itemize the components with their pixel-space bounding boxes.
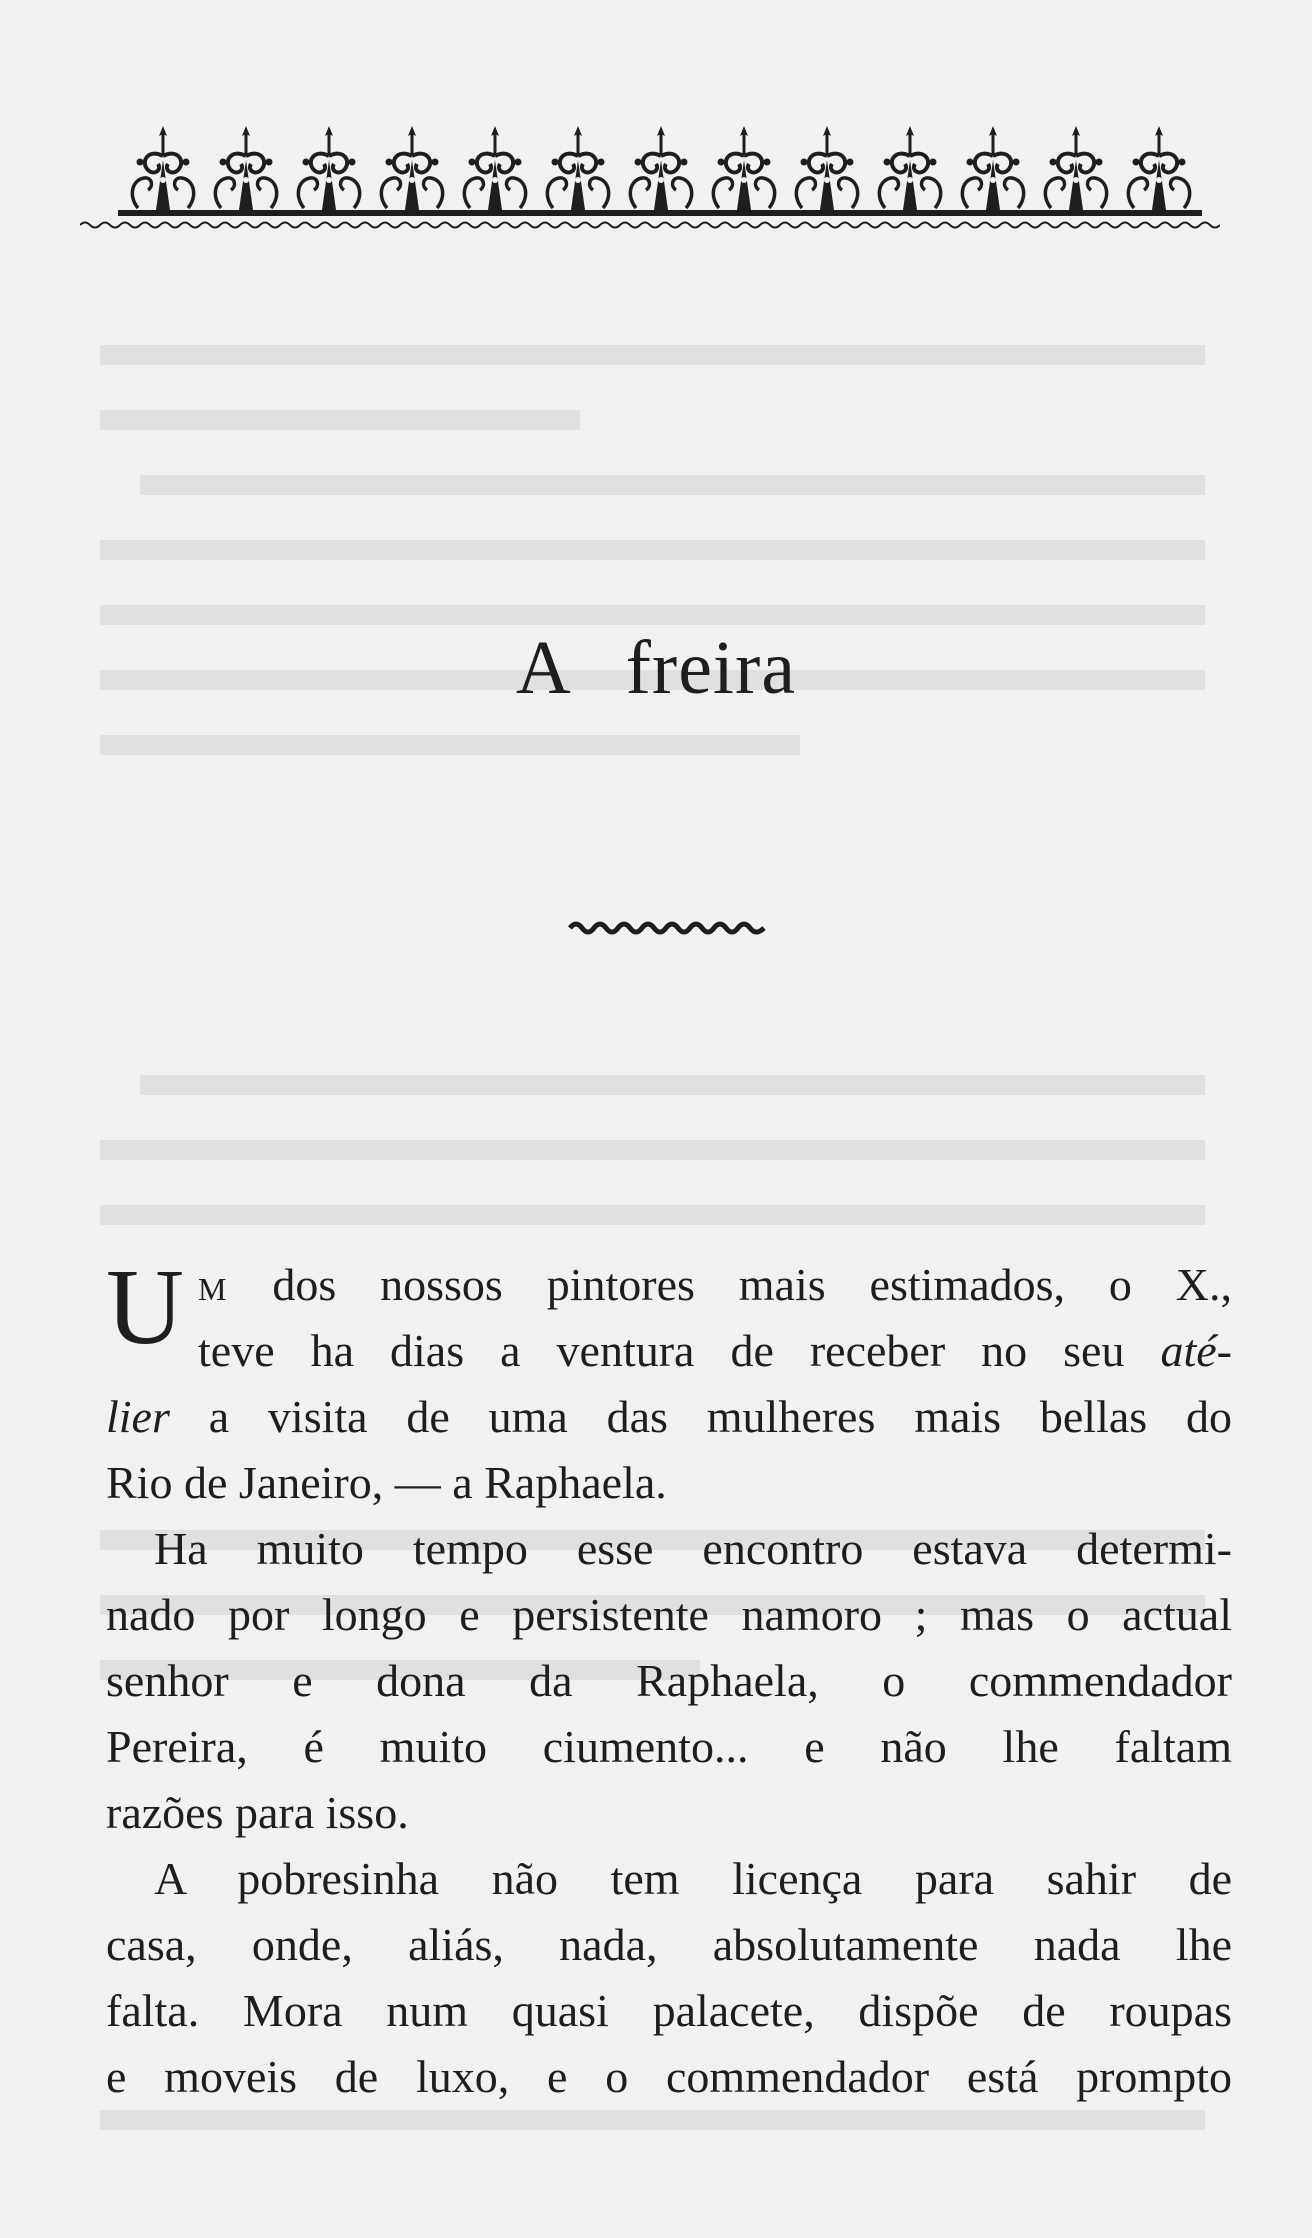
chapter-title: A freira bbox=[515, 626, 797, 710]
paragraph-3-line bbox=[106, 1978, 1232, 2044]
drop-cap: U bbox=[106, 1248, 184, 1367]
text-line: casa, onde, aliás, nada, absolutamente nada lhe bbox=[106, 1919, 1232, 1970]
drop-cap-continuation: m bbox=[198, 1259, 229, 1310]
paragraph-2-line bbox=[106, 1582, 1232, 1648]
text-line: teve ha dias a ventura de receber no seu bbox=[198, 1325, 1161, 1376]
wavy-rule bbox=[80, 220, 1220, 230]
paragraph-2-line bbox=[106, 1714, 1232, 1780]
italic-word: lier bbox=[106, 1391, 170, 1442]
text-line: a visita de uma das mulheres mais bellas do bbox=[169, 1391, 1232, 1442]
text-line: nado por longo e persistente namoro ; mas o actual bbox=[106, 1589, 1232, 1640]
paragraph-2-line bbox=[106, 1648, 1232, 1714]
text-line: senhor e dona da Raphaela, o commendador bbox=[106, 1655, 1232, 1706]
paragraph-3-line bbox=[106, 1912, 1232, 1978]
paragraph-3-line bbox=[106, 2044, 1232, 2110]
paragraph-2-line bbox=[106, 1780, 1232, 1846]
section-divider bbox=[568, 918, 766, 936]
body-text bbox=[106, 1248, 1232, 2110]
text-line: A pobresinha não tem licença para sahir de bbox=[154, 1853, 1232, 1904]
text-line: Pereira, é muito ciumento... e não lhe faltam bbox=[106, 1721, 1232, 1772]
decorative-header-ornament bbox=[118, 118, 1202, 218]
paragraph-3 bbox=[106, 1846, 1232, 1912]
italic-word: até- bbox=[1160, 1325, 1232, 1376]
paragraph-1 bbox=[106, 1248, 1232, 1450]
text-line: dos nossos pintores mais estimados, o X., bbox=[228, 1259, 1232, 1310]
text-line: Ha muito tempo esse encontro estava determi- bbox=[154, 1523, 1232, 1574]
paragraph-2 bbox=[106, 1516, 1232, 1582]
text-line: razões para isso. bbox=[106, 1787, 409, 1838]
text-line: falta. Mora num quasi palacete, dispõe de roupas bbox=[106, 1985, 1232, 2036]
text-line: e moveis de luxo, e o commendador está prompto bbox=[106, 2051, 1232, 2102]
text-line: Rio de Janeiro, — a Raphaela. bbox=[106, 1457, 667, 1508]
paragraph-1-end bbox=[106, 1450, 1232, 1516]
